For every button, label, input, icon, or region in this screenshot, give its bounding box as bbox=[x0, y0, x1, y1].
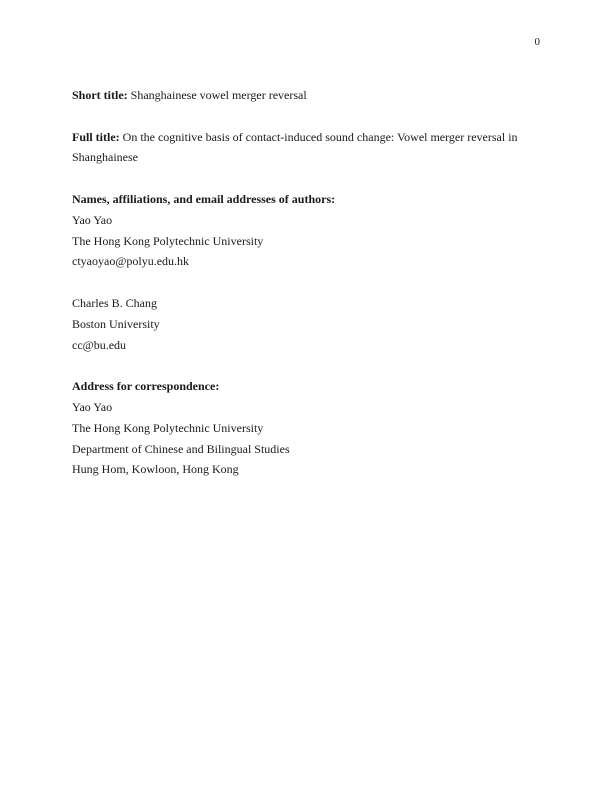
short-title-label: Short title: bbox=[72, 88, 128, 102]
author-2-block bbox=[72, 293, 540, 355]
full-title-text-line-2: Shanghainese bbox=[72, 150, 138, 165]
title-page-content bbox=[72, 85, 540, 501]
authors-section bbox=[72, 189, 540, 272]
correspondence-heading: Address for correspondence: bbox=[72, 379, 220, 394]
short-title-paragraph bbox=[72, 85, 540, 106]
author-1-affiliation: The Hong Kong Polytechnic University bbox=[72, 233, 264, 248]
correspondence-line: Hung Hom, Kowloon, Hong Kong bbox=[72, 462, 239, 477]
authors-heading: Names, affiliations, and email addresses of authors: bbox=[72, 191, 336, 206]
author-1-name: Yao Yao bbox=[72, 212, 113, 227]
full-title-text-line-1: On the cognitive basis of contact-induced sound change: Vowel merger reversal in bbox=[122, 129, 518, 144]
author-1-email: ctyaoyao@polyu.edu.hk bbox=[72, 254, 190, 269]
correspondence-line: Yao Yao bbox=[72, 399, 113, 414]
author-2-affiliation: Boston University bbox=[72, 316, 160, 331]
short-title-text: Shanghainese vowel merger reversal bbox=[130, 88, 307, 102]
full-title-paragraph bbox=[72, 127, 540, 169]
full-title-line-1 bbox=[72, 127, 540, 148]
full-title-label: Full title: bbox=[72, 129, 120, 144]
correspondence-section bbox=[72, 376, 540, 480]
page-number: 0 bbox=[534, 36, 540, 48]
correspondence-line: Department of Chinese and Bilingual Studies bbox=[72, 441, 290, 456]
author-2-email: cc@bu.edu bbox=[72, 337, 127, 352]
correspondence-line: The Hong Kong Polytechnic University bbox=[72, 420, 264, 435]
author-2-name: Charles B. Chang bbox=[72, 295, 157, 310]
